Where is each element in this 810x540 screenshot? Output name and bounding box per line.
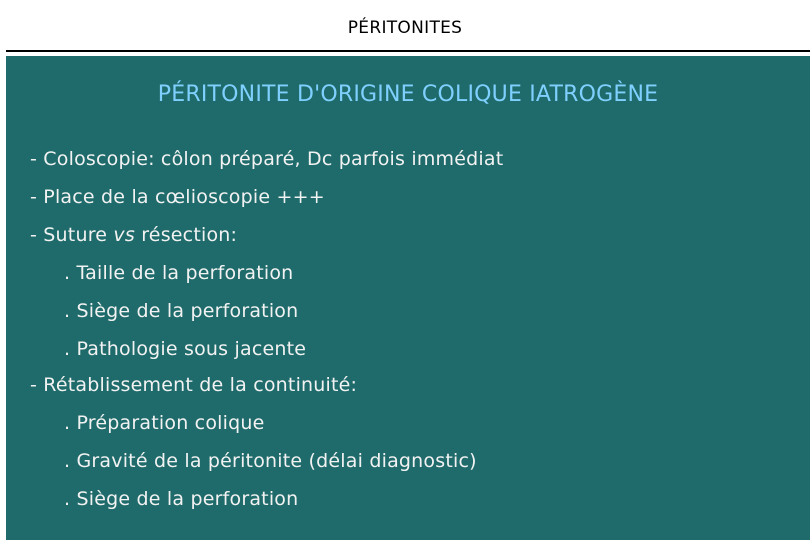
bullet-laparoscopy: - Place de la cœlioscopie +++: [30, 186, 325, 208]
slide-title: PÉRITONITE D'ORIGINE COLIQUE IATROGÈNE: [157, 82, 659, 107]
sub-bullet-peritonitis-severity: . Gravité de la péritonite (délai diagnostic): [64, 450, 477, 472]
bullet-continuity-restoration: - Rétablissement de la continuité:: [30, 374, 358, 396]
bullet-colonoscopy: - Coloscopie: côlon préparé, Dc parfois immédiat: [30, 148, 504, 170]
bullet-suture-vs-resection: [30, 224, 237, 246]
bullet-suture-prefix: - Suture: [30, 224, 114, 246]
header-divider: [6, 50, 810, 52]
header-title: PÉRITONITES: [347, 18, 463, 38]
sub-bullet-perforation-site: . Siège de la perforation: [64, 300, 299, 322]
sub-bullet-perforation-size: . Taille de la perforation: [64, 262, 294, 284]
bullet-suture-emphasis: vs: [113, 224, 135, 246]
bullet-suture-suffix: résection:: [134, 224, 238, 246]
sub-bullet-perforation-site-2: . Siège de la perforation: [64, 488, 299, 510]
sub-bullet-colic-preparation: . Préparation colique: [64, 412, 265, 434]
content-panel: [6, 56, 810, 540]
sub-bullet-underlying-pathology: . Pathologie sous jacente: [64, 338, 307, 360]
